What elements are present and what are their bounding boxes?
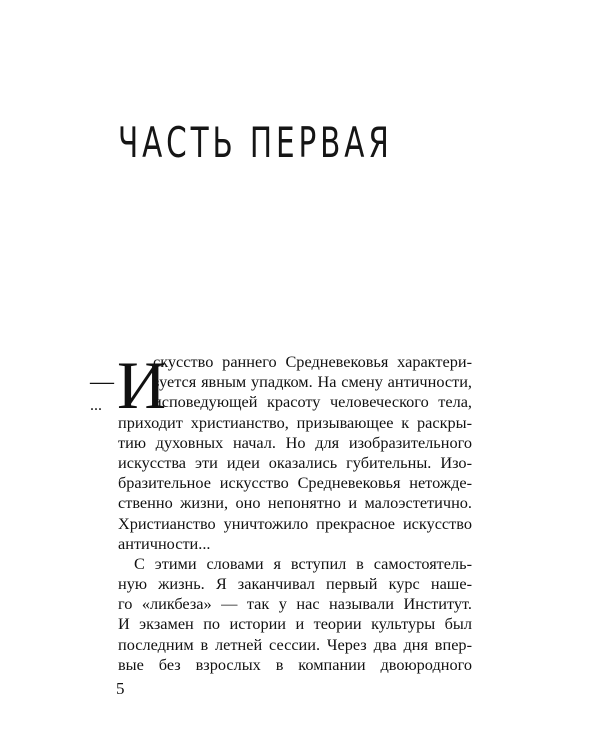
paragraph-1-line: приходит христианство, призывающее к раскры- <box>118 412 472 432</box>
paragraph-1-line: исповедующей красоту человеческого тела, <box>153 392 472 412</box>
opening-dash: — <box>90 369 114 395</box>
paragraph-1-line: бразительное искусство Средневековья нетожде- <box>118 473 472 493</box>
paragraph-2-line: И экзамен по истории и теории культуры был <box>118 614 472 634</box>
paragraph-2-line: го «ликбеза» — так у нас называли Институт. <box>118 594 472 614</box>
paragraph-1-line: тию духовных начал. Но для изобразительного <box>118 432 472 452</box>
drop-cap-letter: И <box>117 347 167 423</box>
chapter-title: ЧАСТЬ ПЕРВАЯ <box>118 118 393 167</box>
paragraph-1-line: искусства эти идеи оказались губительны. Изо- <box>118 452 472 472</box>
paragraph-1-line: скусство раннего Средневековья характери- <box>153 352 472 371</box>
paragraph-1-line: Христианство уничтожило прекрасное искусство <box>118 513 472 533</box>
opening-ellipsis: ... <box>90 397 102 414</box>
page-number: 5 <box>116 679 125 698</box>
paragraph-2-line: С этими словами я вступил в самостоятель- <box>134 553 472 573</box>
paragraph-1-line: зуется явным упадком. На смену античности, <box>153 372 472 392</box>
paragraph-1-line: ственно жизни, оно непонятно и малоэстетично. <box>118 493 472 513</box>
body-text <box>117 347 472 675</box>
paragraph-2-line: вые без взрослых в компании двоюродного <box>118 654 472 674</box>
paragraph-1-line: античности... <box>118 533 211 553</box>
paragraph-2-line: ную жизнь. Я заканчивал первый курс наше- <box>118 574 472 594</box>
paragraph-2-line: последним в летней сессии. Через два дня впер- <box>118 634 472 654</box>
